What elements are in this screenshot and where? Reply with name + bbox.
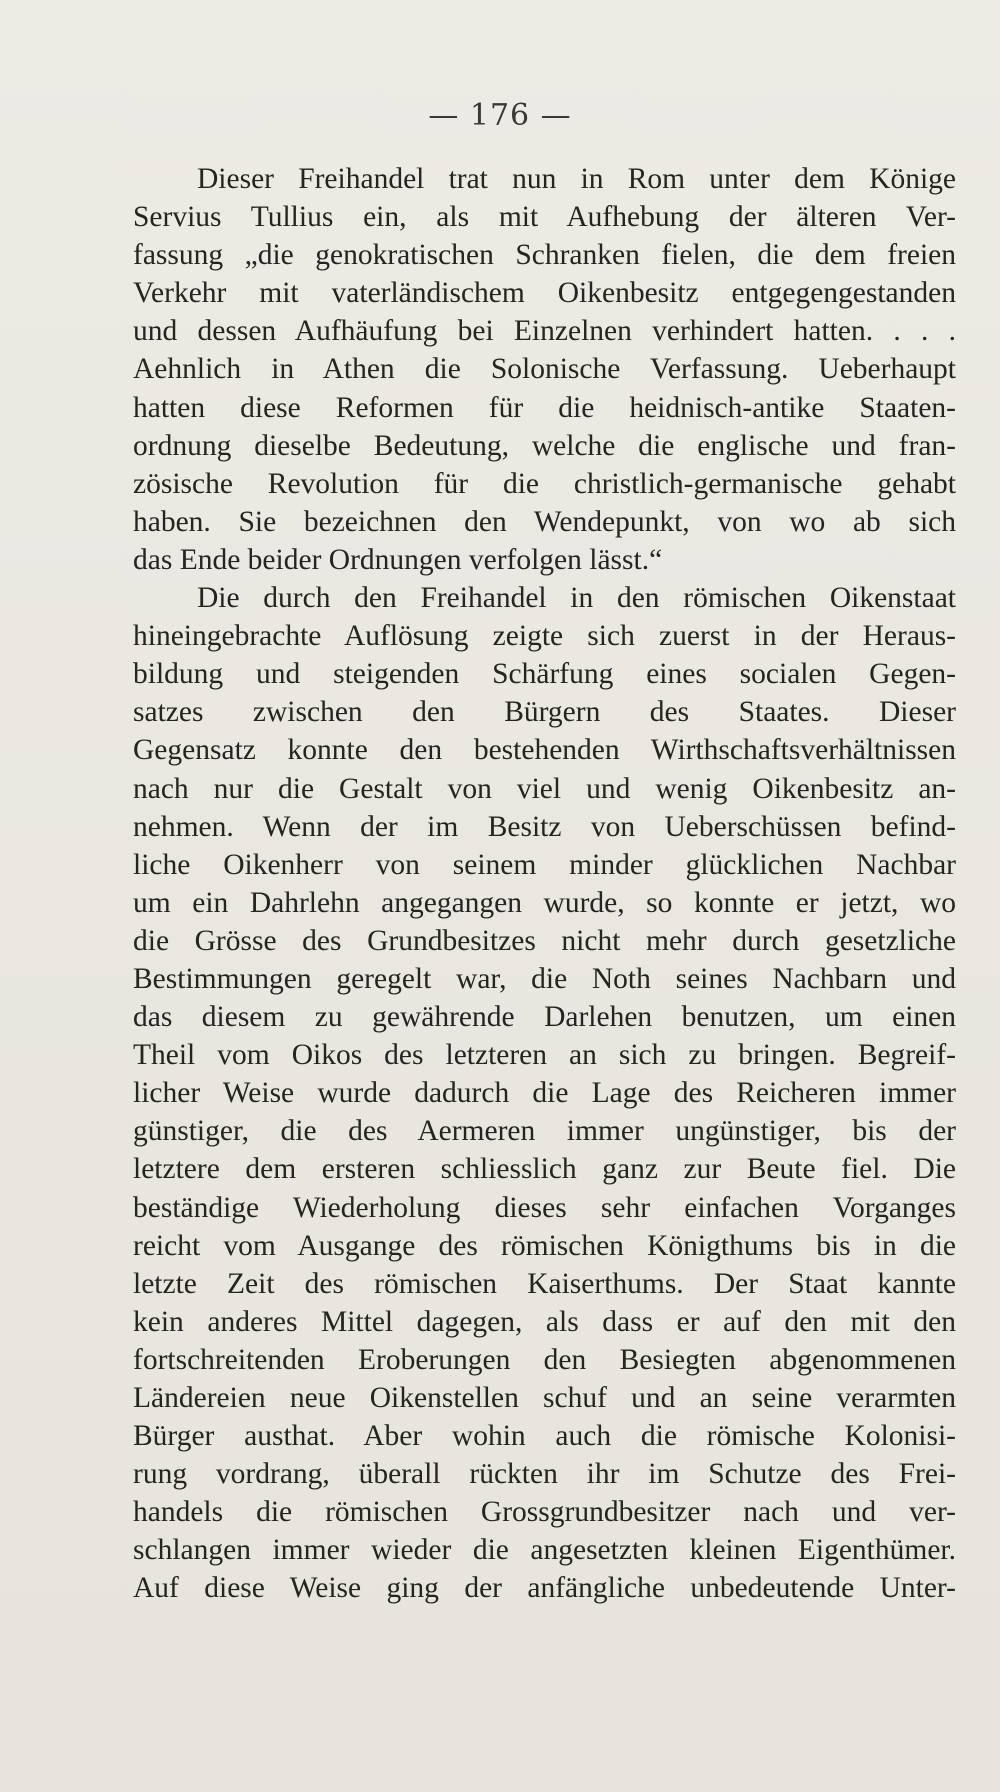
- text-line: Aehnlich in Athen die Solonische Verfassung. Ueberhaupt: [133, 353, 956, 386]
- text-line: Dieser Freihandel trat nun in Rom unter dem Könige: [197, 163, 956, 195]
- text-line: Auf diese Weise ging der anfängliche unbedeutende Unter-: [133, 1572, 956, 1605]
- text-line: Verkehr mit vaterländischem Oikenbesitz entgegengestanden: [133, 277, 956, 310]
- text-line: schlangen immer wieder die angesetzten kleinen Eigenthümer.: [133, 1534, 956, 1567]
- text-line: um ein Dahrlehn angegangen wurde, so konnte er jetzt, wo: [133, 886, 956, 919]
- page-number: — 176 —: [428, 98, 572, 133]
- text-line: Theil vom Oikos des letzteren an sich zu bringen. Begreif-: [133, 1039, 956, 1072]
- text-line: nehmen. Wenn der im Besitz von Ueberschüssen befind-: [133, 810, 956, 843]
- text-line: hineingebrachte Auflösung zeigte sich zuerst in der Heraus-: [133, 620, 956, 653]
- text-line: fortschreitenden Eroberungen den Besiegten abgenommenen: [133, 1343, 956, 1376]
- text-line: Bestimmungen geregelt war, die Noth seines Nachbarn und: [133, 962, 956, 995]
- text-line: Servius Tullius ein, als mit Aufhebung der älteren Ver-: [133, 201, 956, 234]
- text-line: handels die römischen Grossgrundbesitzer nach und ver-: [133, 1496, 956, 1529]
- text-line: das Ende beider Ordnungen verfolgen lässt.“: [133, 543, 663, 576]
- text-line: die Grösse des Grundbesitzes nicht mehr durch gesetzliche: [133, 924, 956, 957]
- text-line: Gegensatz konnte den bestehenden Wirthschaftsverhältnissen: [133, 734, 956, 767]
- text-line: und dessen Aufhäufung bei Einzelnen verhindert hatten. . . .: [133, 315, 956, 348]
- text-line: liche Oikenherr von seinem minder glücklichen Nachbar: [133, 848, 956, 881]
- text-line: ordnung dieselbe Bedeutung, welche die englische und fran-: [133, 429, 956, 462]
- text-line: letztere dem ersteren schliesslich ganz zur Beute fiel. Die: [133, 1153, 956, 1186]
- text-line: fassung „die genokratischen Schranken fielen, die dem freien: [133, 239, 956, 272]
- text-line: bildung und steigenden Schärfung eines socialen Gegen-: [133, 658, 956, 691]
- text-line: Die durch den Freihandel in den römischen Oikenstaat: [197, 582, 956, 615]
- text-line: letzte Zeit des römischen Kaiserthums. Der Staat kannte: [133, 1267, 956, 1300]
- text-line: satzes zwischen den Bürgern des Staates. Dieser: [133, 696, 956, 729]
- text-line: hatten diese Reformen für die heidnisch-antike Staaten-: [133, 391, 956, 424]
- text-line: Bürger austhat. Aber wohin auch die römische Kolonisi-: [133, 1420, 956, 1453]
- body-text: [133, 160, 956, 1608]
- text-line: günstiger, die des Aermeren immer ungünstiger, bis der: [133, 1115, 956, 1148]
- text-line: reicht vom Ausgange des römischen Königthums bis in die: [133, 1229, 956, 1262]
- text-line: kein anderes Mittel dagegen, als dass er auf den mit den: [133, 1305, 956, 1338]
- text-line: haben. Sie bezeichnen den Wendepunkt, von wo ab sich: [133, 505, 956, 538]
- text-line: zösische Revolution für die christlich-germanische gehabt: [133, 467, 956, 500]
- text-line: Ländereien neue Oikenstellen schuf und an seine verarmten: [133, 1382, 956, 1414]
- text-line: beständige Wiederholung dieses sehr einfachen Vorganges: [133, 1191, 956, 1224]
- text-line: das diesem zu gewährende Darlehen benutzen, um einen: [133, 1001, 956, 1034]
- text-line: nach nur die Gestalt von viel und wenig Oikenbesitz an-: [133, 772, 956, 805]
- text-line: rung vordrang, überall rückten ihr im Schutze des Frei-: [133, 1458, 956, 1491]
- text-line: licher Weise wurde dadurch die Lage des Reicheren immer: [133, 1077, 956, 1110]
